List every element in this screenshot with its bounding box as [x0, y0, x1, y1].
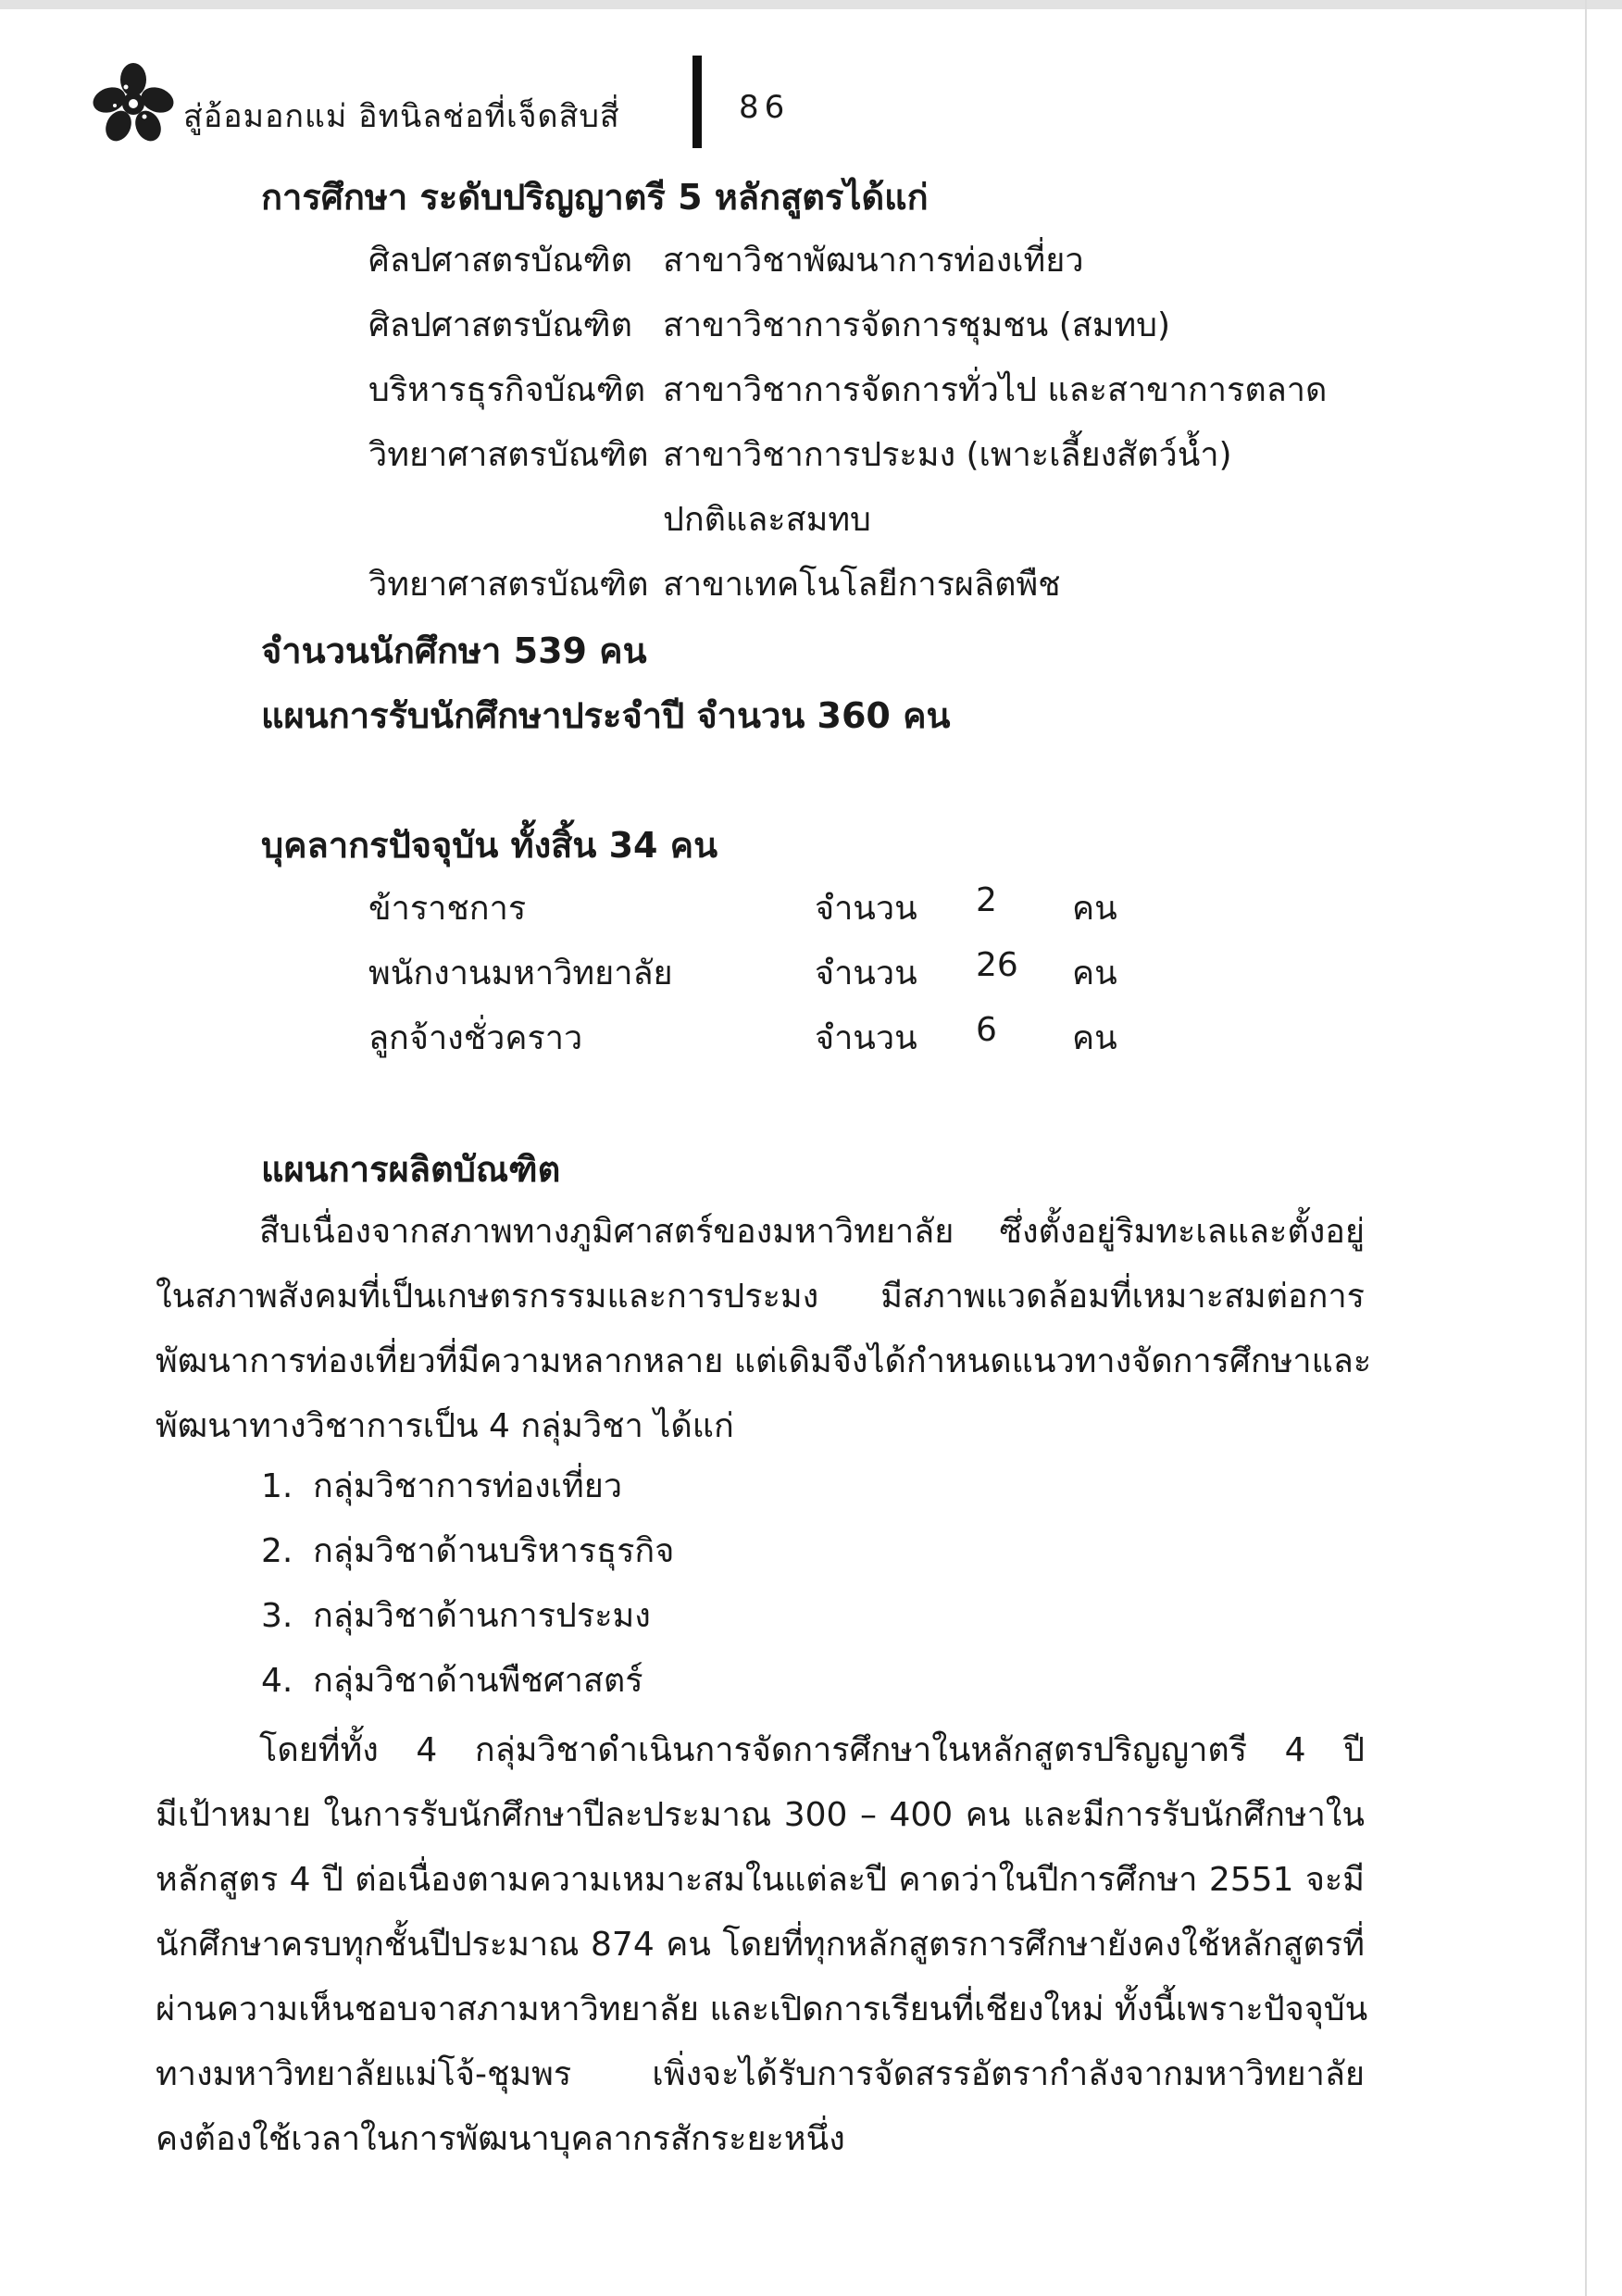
list-text: กลุ่มวิชาการท่องเที่ยว — [313, 1467, 623, 1505]
running-header — [89, 56, 922, 157]
degree-row — [368, 363, 1387, 409]
degree-major-continued: ปกติและสมทบ — [663, 501, 871, 539]
degree-major: สาขาเทคโนโลยีการผลิตพืช — [663, 566, 1061, 604]
degree-major: สาขาวิชาการจัดการทั่วไป และสาขาการตลาด — [663, 371, 1328, 409]
paragraph-line: สืบเนื่องจากสภาพทางภูมิศาสตร์ของมหาวิทยาลัย ซึ่งตั้งอยู่ริมทะเลและตั้งอยู่ — [259, 1213, 1365, 1251]
staff-count-label: จำนวน — [815, 955, 917, 992]
degree-major: สาขาวิชาการประมง (เพาะเลี้ยงสัตว์น้ำ) — [663, 436, 1232, 474]
degree-name: ศิลปศาสตรบัณฑิต — [368, 306, 633, 344]
degree-name: วิทยาศาสตรบัณฑิต — [368, 566, 649, 604]
degree-major: สาขาวิชาการจัดการชุมชน (สมทบ) — [663, 306, 1171, 344]
list-number: 2. — [261, 1532, 293, 1570]
paragraph-curriculum — [156, 1718, 1368, 2172]
list-text: กลุ่มวิชาด้านพืชศาสตร์ — [313, 1662, 643, 1700]
list-item — [261, 1524, 1094, 1589]
paragraph-line: ผ่านความเห็นชอบจาสภามหาวิทยาลัย และเปิดการเรียนที่เชียงใหม่ ทั้งนี้เพราะปัจจุบัน — [156, 1990, 1368, 2028]
staff-count: 26 — [976, 946, 1018, 984]
list-number: 4. — [261, 1662, 293, 1700]
staff-count-label: จำนวน — [815, 890, 917, 928]
list-number: 1. — [261, 1467, 293, 1505]
list-number: 3. — [261, 1597, 293, 1635]
staff-heading: บุคลากรปัจจุบัน ทั้งสิ้น 34 คน — [261, 825, 718, 866]
paragraph-line: นักศึกษาครบทุกชั้นปีประมาณ 874 คน โดยที่ทุกหลักสูตรการศึกษายังคงใช้หลักสูตรที่ — [156, 1926, 1365, 1964]
student-count: จำนวนนักศึกษา 539 คน — [261, 630, 647, 671]
graduate-plan-heading: แผนการผลิตบัณฑิต — [261, 1149, 561, 1190]
page-number: 86 — [739, 89, 791, 126]
degree-row — [368, 557, 1387, 604]
education-heading: การศึกษา ระดับปริญญาตรี 5 หลักสูตรได้แก่ — [261, 177, 929, 218]
paragraph-line: พัฒนาการท่องเที่ยวที่มีความหลากหลาย แต่เดิมจึงได้กำหนดแนวทางจัดการศึกษาและ — [156, 1342, 1372, 1380]
staff-unit: คน — [1072, 1019, 1117, 1057]
staff-count: 2 — [976, 881, 997, 919]
degree-name: วิทยาศาสตรบัณฑิต — [368, 436, 649, 474]
paragraph-line: คงต้องใช้เวลาในการพัฒนาบุคลากรสักระยะหนึ่ง — [156, 2120, 845, 2158]
header-divider — [692, 56, 702, 148]
running-header-title: สู่อ้อมอกแม่ อิทนิลช่อที่เจ็ดสิบสี่ — [183, 98, 620, 135]
paragraph-line: ทางมหาวิทยาลัยแม่โจ้-ชุมพร เพิ่งจะได้รับการจัดสรรอัตรากำลังจากมหาวิทยาลัย — [156, 2055, 1365, 2093]
degree-row-continued — [368, 493, 1387, 539]
staff-count-label: จำนวน — [815, 1019, 917, 1057]
degree-row — [368, 233, 1387, 280]
degree-major: สาขาวิชาพัฒนาการท่องเที่ยว — [663, 242, 1084, 280]
paragraph-geography — [156, 1200, 1372, 1459]
orchid-flower-logo-icon — [89, 59, 178, 148]
staff-count: 6 — [976, 1011, 997, 1049]
degree-name: ศิลปศาสตรบัณฑิต — [368, 242, 633, 280]
list-item — [261, 1589, 1094, 1653]
list-item — [261, 1653, 1094, 1718]
list-text: กลุ่มวิชาด้านบริหารธุรกิจ — [313, 1532, 675, 1570]
degree-row — [368, 428, 1387, 474]
scan-top-edge — [0, 0, 1622, 9]
list-item — [261, 1459, 1094, 1524]
paragraph-line: หลักสูตร 4 ปี ต่อเนื่องตามความเหมาะสมในแต่ละปี คาดว่าในปีการศึกษา 2551 จะมี — [156, 1861, 1365, 1899]
subject-group-list — [261, 1459, 1094, 1718]
staff-unit: คน — [1072, 955, 1117, 992]
scan-page-edge — [1585, 0, 1587, 2296]
degree-row — [368, 298, 1387, 344]
staff-row — [368, 1011, 1202, 1057]
degree-name: บริหารธุรกิจบัณฑิต — [368, 371, 646, 409]
paragraph-line: โดยที่ทั้ง 4 กลุ่มวิชาดำเนินการจัดการศึกษาในหลักสูตรปริญญาตรี 4 ปี — [259, 1731, 1365, 1769]
staff-kind: พนักงานมหาวิทยาลัย — [368, 955, 673, 992]
paragraph-line: ในสภาพสังคมที่เป็นเกษตรกรรมและการประมง มีสภาพแวดล้อมที่เหมาะสมต่อการ — [156, 1278, 1365, 1316]
staff-unit: คน — [1072, 890, 1117, 928]
staff-row — [368, 881, 1202, 928]
paragraph-line: พัฒนาทางวิชาการเป็น 4 กลุ่มวิชา ได้แก่ — [156, 1407, 734, 1445]
staff-row — [368, 946, 1202, 992]
staff-kind: ข้าราชการ — [368, 890, 527, 928]
intake-plan: แผนการรับนักศึกษาประจำปี จำนวน 360 คน — [261, 695, 951, 736]
staff-kind: ลูกจ้างชั่วคราว — [368, 1019, 583, 1057]
list-text: กลุ่มวิชาด้านการประมง — [313, 1597, 651, 1635]
paragraph-line: มีเป้าหมาย ในการรับนักศึกษาปีละประมาณ 300 – 400 คน และมีการรับนักศึกษาใน — [156, 1796, 1365, 1834]
